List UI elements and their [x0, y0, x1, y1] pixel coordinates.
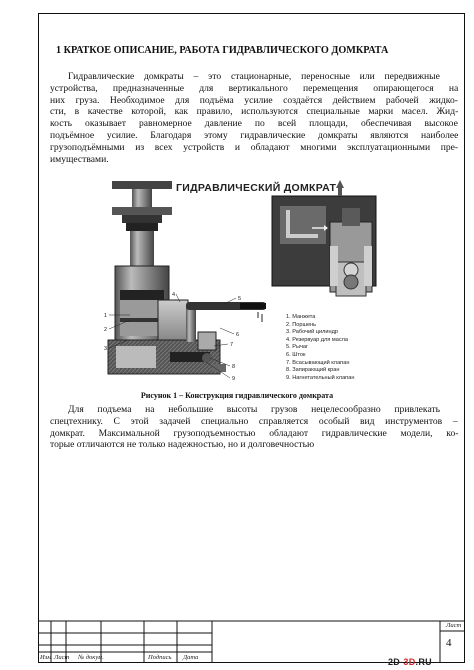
legend-item: 7. Всасывающий клапан: [286, 359, 350, 366]
callout-2: 2: [104, 327, 108, 333]
stamp-label-sheet: Лист: [54, 654, 70, 661]
legend-item: 8. Запирающий кран: [286, 367, 340, 374]
paragraph-line: спецтехнику. С этой задачей специально справляется особый вид инструментов –: [50, 415, 458, 427]
section-heading: 1 КРАТКОЕ ОПИСАНИЕ, РАБОТА ГИДРАВЛИЧЕСКОГО ДОМКРАТА: [56, 45, 389, 56]
stamp-label-change: Изм: [40, 654, 52, 661]
stamp-label-date: Дата: [183, 654, 199, 661]
callout-4: 4: [172, 292, 176, 298]
figure-caption: Рисунок 1 – Конструкция гидравлического домкрата: [140, 391, 334, 400]
figure-title: ГИДРАВЛИЧЕСКИЙ ДОМКРАТ: [176, 182, 337, 194]
paragraph-line: Гидравлические домкраты – это стационарные, переносные или передвижные: [68, 71, 440, 82]
paragraph-line: подъёмное усилие. Благодаря этому гидравлические домкраты являются наиболее: [50, 129, 459, 141]
stamp-label-document: № докум.: [78, 654, 104, 661]
callout-7: 7: [230, 342, 234, 348]
legend-item: 9. Нагнетательный клапан: [286, 374, 355, 381]
callout-6: 6: [236, 332, 240, 338]
callout-9: 9: [232, 376, 236, 382]
paragraph-line: устройства, предназначенные для вертикального перемещения опирающегося на: [50, 82, 459, 94]
paragraph-line: имуществами.: [50, 153, 109, 165]
legend-item: 3. Рабочий цилиндр: [286, 329, 338, 336]
legend-item: 4. Резервуар для масла: [286, 336, 349, 343]
stamp-label-page: Лист: [446, 622, 462, 629]
callout-1: 1: [104, 313, 108, 319]
paragraph-line: сти, в качестве которой, как правило, используются специальные марки масел. Жид-: [50, 106, 459, 118]
paragraph-line: них груза. Необходимое для подъёма усилие создаётся действием рабочей жидко-: [50, 94, 458, 106]
stamp-label-signature: Подпись: [148, 654, 172, 661]
paragraph-line: домкрат. Максимальной грузоподъемностью обладают гидравлические модели, ко-: [50, 427, 459, 439]
paragraph-line: грузоподъёмными из всех устройств и обладают многими эксплуатационными пре-: [50, 141, 459, 153]
watermark-logo: 2D-3D.RU: [388, 657, 432, 667]
legend-item: 6. Шток: [286, 351, 306, 358]
callout-3: 3: [104, 346, 108, 352]
legend-item: 2. Поршень: [286, 321, 317, 328]
legend-item: 5. Рычаг: [286, 344, 309, 351]
paragraph-line: Для подъема на небольшие высоты грузов нецелесообразно привлекать: [68, 404, 441, 415]
callout-5: 5: [238, 296, 242, 302]
callout-8: 8: [232, 364, 236, 370]
paragraph-line: кость оказывает равномерное давление по всей площади, обеспечивая высокое: [50, 118, 458, 130]
legend-item: 1. Манжета: [286, 314, 316, 320]
paragraph-line: торые отличаются не только надежностью, но и долговечностью: [50, 439, 315, 451]
page-number: 4: [446, 637, 452, 649]
